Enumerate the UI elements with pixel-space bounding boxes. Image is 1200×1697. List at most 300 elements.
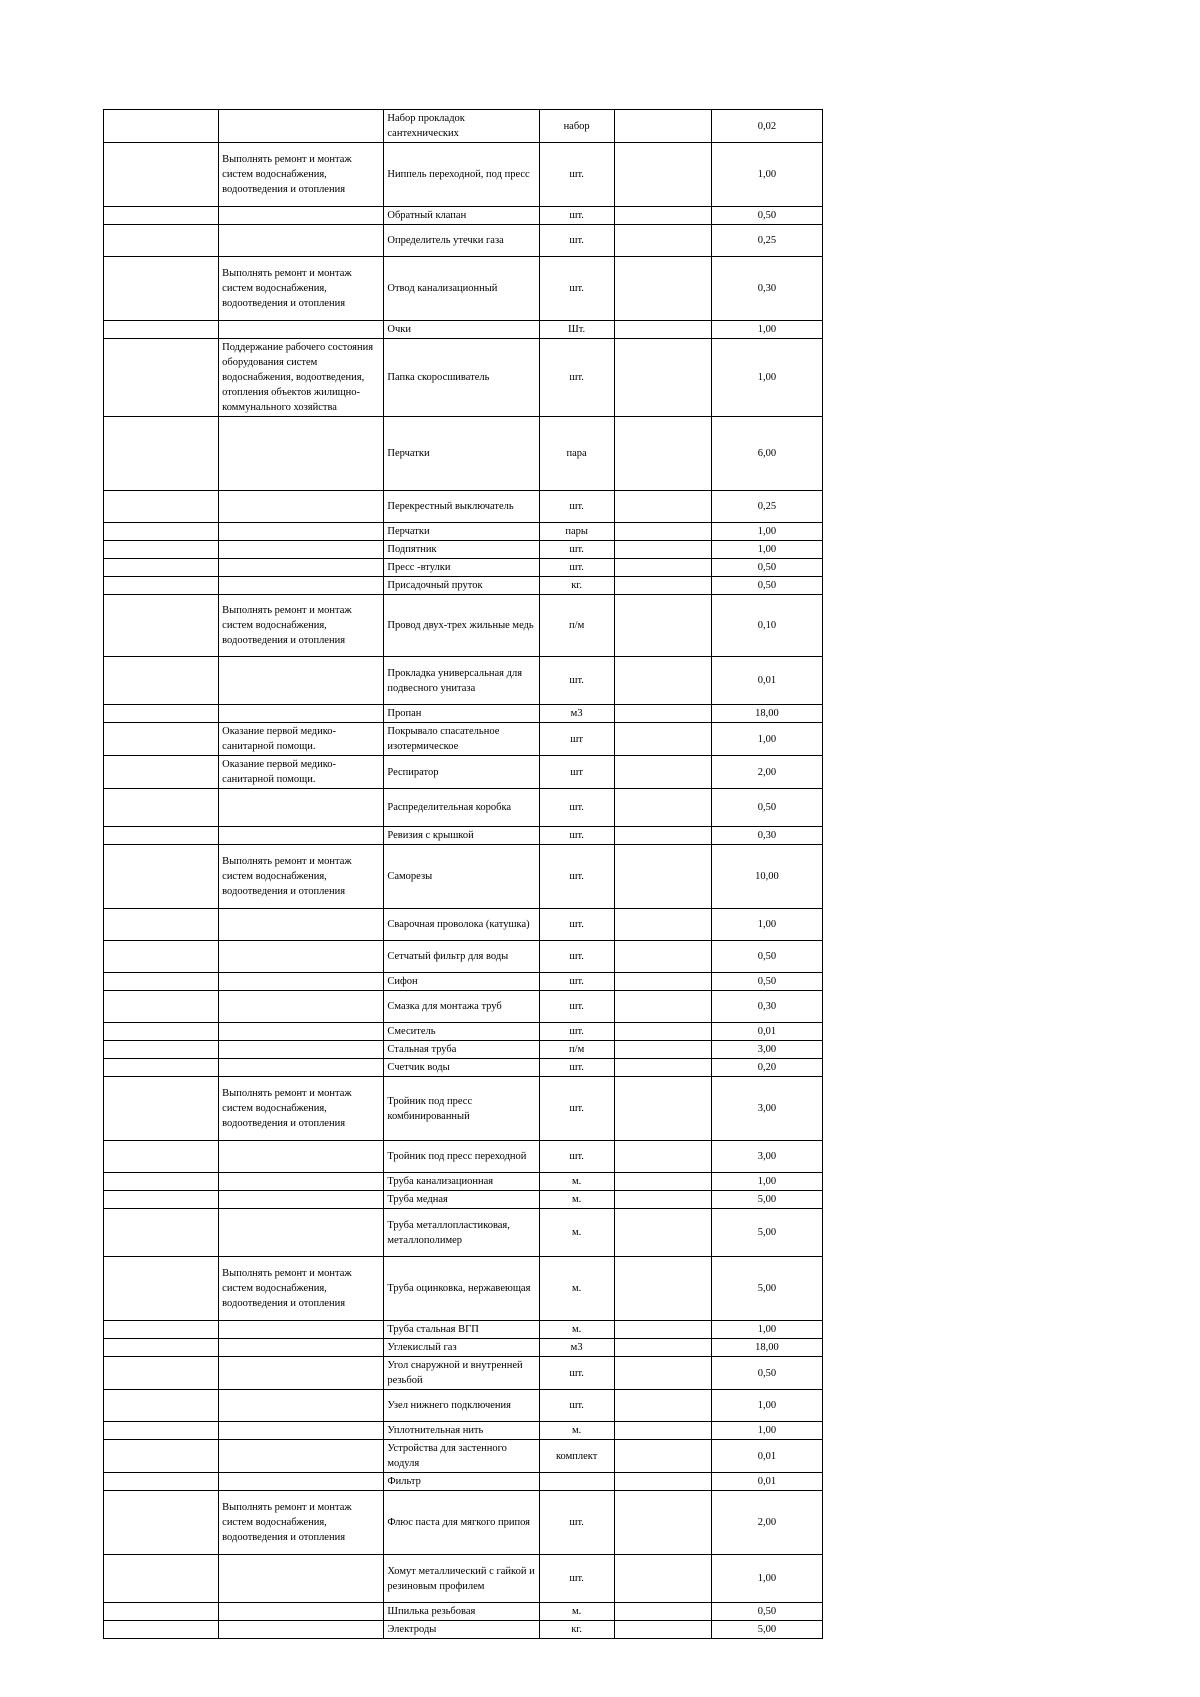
table-row	[104, 207, 823, 225]
empty-cell	[614, 1257, 711, 1321]
quantity-cell: 3,00	[711, 1077, 822, 1141]
table-row	[104, 1621, 823, 1639]
item-name-cell: Сетчатый фильтр для воды	[384, 941, 539, 973]
quantity-cell: 10,00	[711, 845, 822, 909]
competency-cell	[219, 827, 384, 845]
competency-cell	[219, 1141, 384, 1173]
unit-cell: шт	[539, 723, 614, 756]
table-row	[104, 1173, 823, 1191]
unit-cell: Шт.	[539, 321, 614, 339]
competency-cell	[219, 1473, 384, 1491]
competency-cell: Выполнять ремонт и монтаж систем водоснабжения, водоотведения и отопления	[219, 257, 384, 321]
quantity-cell: 1,00	[711, 723, 822, 756]
row-blank-cell	[104, 1023, 219, 1041]
empty-cell	[614, 789, 711, 827]
row-blank-cell	[104, 491, 219, 523]
quantity-cell: 5,00	[711, 1209, 822, 1257]
item-name-cell: Уплотнительная нить	[384, 1422, 539, 1440]
item-name-cell: Стальная труба	[384, 1041, 539, 1059]
table-row	[104, 723, 823, 756]
empty-cell	[614, 143, 711, 207]
empty-cell	[614, 756, 711, 789]
table-row	[104, 1059, 823, 1077]
empty-cell	[614, 991, 711, 1023]
empty-cell	[614, 973, 711, 991]
table-row	[104, 973, 823, 991]
item-name-cell: Тройник под пресс комбинированный	[384, 1077, 539, 1141]
table-row	[104, 541, 823, 559]
empty-cell	[614, 909, 711, 941]
table-row	[104, 756, 823, 789]
table-row	[104, 909, 823, 941]
item-name-cell: Электроды	[384, 1621, 539, 1639]
unit-cell: шт.	[539, 789, 614, 827]
empty-cell	[614, 1390, 711, 1422]
empty-cell	[614, 1023, 711, 1041]
unit-cell: кг.	[539, 1621, 614, 1639]
row-blank-cell	[104, 1059, 219, 1077]
unit-cell: шт.	[539, 991, 614, 1023]
unit-cell: м3	[539, 705, 614, 723]
item-name-cell: Прокладка универсальная для подвесного унитаза	[384, 657, 539, 705]
competency-cell: Выполнять ремонт и монтаж систем водоснабжения, водоотведения и отопления	[219, 845, 384, 909]
unit-cell: шт.	[539, 1555, 614, 1603]
row-blank-cell	[104, 1555, 219, 1603]
competency-cell: Выполнять ремонт и монтаж систем водоснабжения, водоотведения и отопления	[219, 595, 384, 657]
quantity-cell: 2,00	[711, 756, 822, 789]
competency-cell: Поддержание рабочего состояния оборудования систем водоснабжения, водоотведения, отопления объектов жилищно-коммунального хозяйства	[219, 339, 384, 417]
empty-cell	[614, 225, 711, 257]
competency-cell	[219, 577, 384, 595]
item-name-cell: Труба канализационная	[384, 1173, 539, 1191]
table-row	[104, 321, 823, 339]
empty-cell	[614, 1077, 711, 1141]
row-blank-cell	[104, 1321, 219, 1339]
unit-cell: м.	[539, 1209, 614, 1257]
item-name-cell: Смазка для монтажа труб	[384, 991, 539, 1023]
unit-cell: м.	[539, 1321, 614, 1339]
row-blank-cell	[104, 559, 219, 577]
empty-cell	[614, 1209, 711, 1257]
quantity-cell: 1,00	[711, 1321, 822, 1339]
row-blank-cell	[104, 207, 219, 225]
unit-cell: шт.	[539, 973, 614, 991]
empty-cell	[614, 1041, 711, 1059]
item-name-cell: Флюс паста для мягкого припоя	[384, 1491, 539, 1555]
competency-cell	[219, 417, 384, 491]
unit-cell: шт.	[539, 541, 614, 559]
empty-cell	[614, 657, 711, 705]
row-blank-cell	[104, 1077, 219, 1141]
competency-cell: Выполнять ремонт и монтаж систем водоснабжения, водоотведения и отопления	[219, 1257, 384, 1321]
quantity-cell: 0,10	[711, 595, 822, 657]
table-row	[104, 1555, 823, 1603]
unit-cell: м.	[539, 1603, 614, 1621]
unit-cell: шт	[539, 756, 614, 789]
row-blank-cell	[104, 705, 219, 723]
quantity-cell: 0,30	[711, 991, 822, 1023]
item-name-cell: Распределительная коробка	[384, 789, 539, 827]
quantity-cell: 0,50	[711, 559, 822, 577]
quantity-cell: 0,20	[711, 1059, 822, 1077]
unit-cell: пары	[539, 523, 614, 541]
quantity-cell: 0,30	[711, 827, 822, 845]
table-row	[104, 523, 823, 541]
empty-cell	[614, 110, 711, 143]
row-blank-cell	[104, 657, 219, 705]
unit-cell: шт.	[539, 491, 614, 523]
item-name-cell: Саморезы	[384, 845, 539, 909]
table-row	[104, 1257, 823, 1321]
row-blank-cell	[104, 321, 219, 339]
row-blank-cell	[104, 1173, 219, 1191]
empty-cell	[614, 339, 711, 417]
quantity-cell: 0,30	[711, 257, 822, 321]
item-name-cell: Сифон	[384, 973, 539, 991]
item-name-cell: Набор прокладок сантехнических	[384, 110, 539, 143]
table-row	[104, 991, 823, 1023]
competency-cell	[219, 1023, 384, 1041]
unit-cell: набор	[539, 110, 614, 143]
competency-cell	[219, 1209, 384, 1257]
table-row	[104, 827, 823, 845]
empty-cell	[614, 559, 711, 577]
competency-cell	[219, 1173, 384, 1191]
row-blank-cell	[104, 991, 219, 1023]
competency-cell: Оказание первой медико-санитарной помощи.	[219, 723, 384, 756]
item-name-cell: Провод двух-трех жильные медь	[384, 595, 539, 657]
empty-cell	[614, 207, 711, 225]
competency-cell	[219, 491, 384, 523]
quantity-cell: 0,50	[711, 789, 822, 827]
quantity-cell: 1,00	[711, 1173, 822, 1191]
unit-cell: шт.	[539, 827, 614, 845]
empty-cell	[614, 1059, 711, 1077]
row-blank-cell	[104, 1191, 219, 1209]
table-row	[104, 1603, 823, 1621]
quantity-cell: 0,50	[711, 941, 822, 973]
item-name-cell: Пресс -втулки	[384, 559, 539, 577]
row-blank-cell	[104, 973, 219, 991]
empty-cell	[614, 1603, 711, 1621]
item-name-cell: Сварочная проволока (катушка)	[384, 909, 539, 941]
table-row	[104, 941, 823, 973]
competency-cell	[219, 559, 384, 577]
competency-cell: Выполнять ремонт и монтаж систем водоснабжения, водоотведения и отопления	[219, 1491, 384, 1555]
competency-cell	[219, 909, 384, 941]
item-name-cell: Труба медная	[384, 1191, 539, 1209]
table-row	[104, 1390, 823, 1422]
empty-cell	[614, 941, 711, 973]
quantity-cell: 0,50	[711, 973, 822, 991]
quantity-cell: 0,01	[711, 1440, 822, 1473]
quantity-cell: 5,00	[711, 1191, 822, 1209]
empty-cell	[614, 257, 711, 321]
unit-cell: м3	[539, 1339, 614, 1357]
competency-cell	[219, 1440, 384, 1473]
competency-cell: Оказание первой медико-санитарной помощи.	[219, 756, 384, 789]
empty-cell	[614, 523, 711, 541]
competency-cell	[219, 789, 384, 827]
item-name-cell: Определитель утечки газа	[384, 225, 539, 257]
row-blank-cell	[104, 339, 219, 417]
empty-cell	[614, 1555, 711, 1603]
quantity-cell: 0,25	[711, 225, 822, 257]
item-name-cell: Труба оцинковка, нержавеющая	[384, 1257, 539, 1321]
quantity-cell: 2,00	[711, 1491, 822, 1555]
row-blank-cell	[104, 789, 219, 827]
row-blank-cell	[104, 1621, 219, 1639]
competency-cell	[219, 207, 384, 225]
item-name-cell: Ревизия с крышкой	[384, 827, 539, 845]
empty-cell	[614, 1491, 711, 1555]
quantity-cell: 1,00	[711, 1390, 822, 1422]
table-row	[104, 1357, 823, 1390]
item-name-cell: Труба металлопластиковая, металлополимер	[384, 1209, 539, 1257]
quantity-cell: 0,50	[711, 1603, 822, 1621]
item-name-cell: Отвод канализационный	[384, 257, 539, 321]
row-blank-cell	[104, 1339, 219, 1357]
table-row	[104, 559, 823, 577]
item-name-cell: Пропан	[384, 705, 539, 723]
row-blank-cell	[104, 1390, 219, 1422]
competency-cell	[219, 1041, 384, 1059]
competency-cell	[219, 1357, 384, 1390]
unit-cell: шт.	[539, 1077, 614, 1141]
competency-cell	[219, 1390, 384, 1422]
quantity-cell: 1,00	[711, 1422, 822, 1440]
empty-cell	[614, 827, 711, 845]
row-blank-cell	[104, 1491, 219, 1555]
competency-cell	[219, 973, 384, 991]
item-name-cell: Респиратор	[384, 756, 539, 789]
competency-cell	[219, 1555, 384, 1603]
competency-cell	[219, 1191, 384, 1209]
unit-cell: шт.	[539, 257, 614, 321]
item-name-cell: Обратный клапан	[384, 207, 539, 225]
competency-cell	[219, 941, 384, 973]
competency-cell	[219, 1059, 384, 1077]
row-blank-cell	[104, 1357, 219, 1390]
quantity-cell: 1,00	[711, 523, 822, 541]
competency-cell	[219, 991, 384, 1023]
empty-cell	[614, 845, 711, 909]
quantity-cell: 0,50	[711, 577, 822, 595]
row-blank-cell	[104, 1473, 219, 1491]
table-row	[104, 1440, 823, 1473]
table-row	[104, 1141, 823, 1173]
empty-cell	[614, 1621, 711, 1639]
quantity-cell: 18,00	[711, 1339, 822, 1357]
table-row	[104, 1491, 823, 1555]
table-row	[104, 1191, 823, 1209]
quantity-cell: 5,00	[711, 1621, 822, 1639]
item-name-cell: Фильтр	[384, 1473, 539, 1491]
competency-cell	[219, 110, 384, 143]
quantity-cell: 1,00	[711, 1555, 822, 1603]
unit-cell: кг.	[539, 577, 614, 595]
quantity-cell: 5,00	[711, 1257, 822, 1321]
quantity-cell: 0,02	[711, 110, 822, 143]
quantity-cell: 6,00	[711, 417, 822, 491]
item-name-cell: Очки	[384, 321, 539, 339]
competency-cell	[219, 321, 384, 339]
quantity-cell: 0,01	[711, 1473, 822, 1491]
quantity-cell: 0,01	[711, 1023, 822, 1041]
table-row	[104, 1321, 823, 1339]
unit-cell: п/м	[539, 1041, 614, 1059]
item-name-cell: Присадочный пруток	[384, 577, 539, 595]
competency-cell	[219, 523, 384, 541]
table-row	[104, 595, 823, 657]
row-blank-cell	[104, 1440, 219, 1473]
unit-cell: м.	[539, 1422, 614, 1440]
item-name-cell: Устройства для застенного модуля	[384, 1440, 539, 1473]
unit-cell: шт.	[539, 339, 614, 417]
table-row	[104, 225, 823, 257]
row-blank-cell	[104, 1141, 219, 1173]
row-blank-cell	[104, 1603, 219, 1621]
competency-cell	[219, 1339, 384, 1357]
item-name-cell: Тройник под пресс переходной	[384, 1141, 539, 1173]
table-row	[104, 491, 823, 523]
empty-cell	[614, 1440, 711, 1473]
table-row	[104, 577, 823, 595]
unit-cell: м.	[539, 1257, 614, 1321]
unit-cell: шт.	[539, 1357, 614, 1390]
row-blank-cell	[104, 523, 219, 541]
item-name-cell: Смеситель	[384, 1023, 539, 1041]
row-blank-cell	[104, 909, 219, 941]
item-name-cell: Счетчик воды	[384, 1059, 539, 1077]
materials-table	[103, 109, 823, 1639]
empty-cell	[614, 705, 711, 723]
quantity-cell: 0,01	[711, 657, 822, 705]
item-name-cell: Покрывало спасательное изотермическое	[384, 723, 539, 756]
table-row	[104, 1023, 823, 1041]
unit-cell: шт.	[539, 657, 614, 705]
quantity-cell: 1,00	[711, 541, 822, 559]
empty-cell	[614, 1173, 711, 1191]
item-name-cell: Труба стальная ВГП	[384, 1321, 539, 1339]
row-blank-cell	[104, 1422, 219, 1440]
row-blank-cell	[104, 941, 219, 973]
table-row	[104, 789, 823, 827]
competency-cell	[219, 541, 384, 559]
table-row	[104, 1077, 823, 1141]
table-row	[104, 845, 823, 909]
empty-cell	[614, 1321, 711, 1339]
unit-cell: шт.	[539, 909, 614, 941]
table-row	[104, 705, 823, 723]
table-row	[104, 417, 823, 491]
empty-cell	[614, 1339, 711, 1357]
competency-cell: Выполнять ремонт и монтаж систем водоснабжения, водоотведения и отопления	[219, 143, 384, 207]
quantity-cell: 3,00	[711, 1041, 822, 1059]
row-blank-cell	[104, 723, 219, 756]
row-blank-cell	[104, 110, 219, 143]
table-row	[104, 143, 823, 207]
unit-cell: шт.	[539, 1059, 614, 1077]
row-blank-cell	[104, 225, 219, 257]
row-blank-cell	[104, 756, 219, 789]
row-blank-cell	[104, 1041, 219, 1059]
empty-cell	[614, 1473, 711, 1491]
unit-cell: шт.	[539, 143, 614, 207]
table-row	[104, 257, 823, 321]
row-blank-cell	[104, 827, 219, 845]
row-blank-cell	[104, 417, 219, 491]
unit-cell: шт.	[539, 1141, 614, 1173]
table-row	[104, 1422, 823, 1440]
table-row	[104, 1209, 823, 1257]
unit-cell: шт.	[539, 225, 614, 257]
empty-cell	[614, 1357, 711, 1390]
quantity-cell: 1,00	[711, 321, 822, 339]
competency-cell: Выполнять ремонт и монтаж систем водоснабжения, водоотведения и отопления	[219, 1077, 384, 1141]
row-blank-cell	[104, 541, 219, 559]
row-blank-cell	[104, 143, 219, 207]
unit-cell: шт.	[539, 1390, 614, 1422]
unit-cell: шт.	[539, 845, 614, 909]
empty-cell	[614, 417, 711, 491]
table-row	[104, 1473, 823, 1491]
row-blank-cell	[104, 595, 219, 657]
quantity-cell: 0,50	[711, 207, 822, 225]
competency-cell	[219, 225, 384, 257]
empty-cell	[614, 577, 711, 595]
empty-cell	[614, 1191, 711, 1209]
empty-cell	[614, 541, 711, 559]
row-blank-cell	[104, 577, 219, 595]
table-row	[104, 110, 823, 143]
unit-cell: м.	[539, 1191, 614, 1209]
item-name-cell: Углекислый газ	[384, 1339, 539, 1357]
quantity-cell: 3,00	[711, 1141, 822, 1173]
quantity-cell: 0,50	[711, 1357, 822, 1390]
unit-cell: комплект	[539, 1440, 614, 1473]
empty-cell	[614, 321, 711, 339]
quantity-cell: 1,00	[711, 909, 822, 941]
item-name-cell: Шпилька резьбовая	[384, 1603, 539, 1621]
competency-cell	[219, 1621, 384, 1639]
unit-cell: шт.	[539, 559, 614, 577]
empty-cell	[614, 595, 711, 657]
empty-cell	[614, 1141, 711, 1173]
unit-cell	[539, 1473, 614, 1491]
unit-cell: шт.	[539, 207, 614, 225]
empty-cell	[614, 1422, 711, 1440]
row-blank-cell	[104, 1209, 219, 1257]
row-blank-cell	[104, 257, 219, 321]
item-name-cell: Подпятник	[384, 541, 539, 559]
table-row	[104, 339, 823, 417]
item-name-cell: Угол снаружной и внутренней резьбой	[384, 1357, 539, 1390]
competency-cell	[219, 1603, 384, 1621]
item-name-cell: Хомут металлический с гайкой и резиновым профилем	[384, 1555, 539, 1603]
table-row	[104, 1339, 823, 1357]
table-row	[104, 657, 823, 705]
competency-cell	[219, 1321, 384, 1339]
empty-cell	[614, 723, 711, 756]
unit-cell: м.	[539, 1173, 614, 1191]
competency-cell	[219, 1422, 384, 1440]
item-name-cell: Папка скоросшиватель	[384, 339, 539, 417]
competency-cell	[219, 657, 384, 705]
competency-cell	[219, 705, 384, 723]
item-name-cell: Перчатки	[384, 417, 539, 491]
row-blank-cell	[104, 845, 219, 909]
